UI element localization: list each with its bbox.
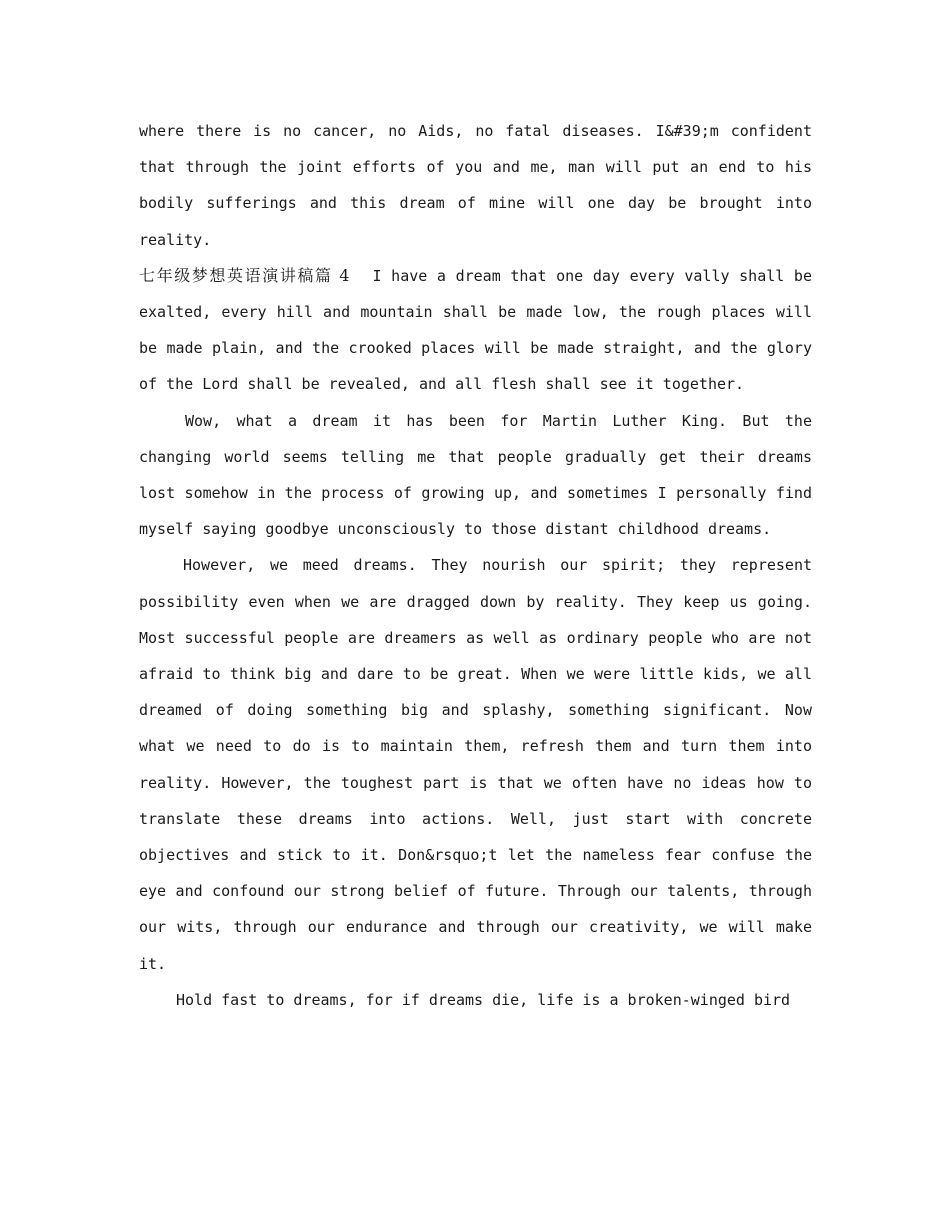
section-heading: 七年级梦想英语演讲稿篇 4: [139, 265, 351, 285]
paragraph-cancer-dream: where there is no cancer, no Aids, no fatal diseases. I&#39;m confident that through the joint efforts of you and me, man will put an end to his bodily sufferings and this dream of mine will one day be brought into reality.: [139, 122, 812, 249]
paragraph-hold-fast: Hold fast to dreams, for if dreams die, life is a broken-winged bird: [176, 990, 791, 1009]
document-body: [139, 113, 812, 1018]
paragraph-need-dreams: However, we meed dreams. They nourish our spirit; they represent possibility even when we are dragged down by reality. They keep us going. Most successful people are dreamers as well as ordinary people who are not afraid to think big and dare to be great. When we were little kids, we all dreamed of doing something big and splashy, something significant. Now what we need to do is to maintain them, refresh them and turn them into reality. However, the toughest part is that we often have no ideas how to translate these dreams into actions. Well, just start with concrete objectives and stick to it. Don&rsquo;t let the nameless fear confuse the eye and confound our strong belief of future. Through our talents, through our wits, through our endurance and through our creativity, we will make it.: [139, 556, 812, 973]
paragraph-martin-luther-king: Wow, what a dream it has been for Martin Luther King. But the changing world seems telling me that people gradually get their dreams lost somehow in the process of growing up, and sometimes I personally find myself saying goodbye unconsciously to those distant childhood dreams.: [139, 411, 812, 539]
paragraph-vally-text: I have a dream that one day every vally shall be exalted, every hill and mountain shall be made low, the rough places will be made plain, and the crooked places will be made straight, and the glory of the Lord shall be revealed, and all flesh shall see it together.: [139, 266, 812, 394]
paragraph-vally-dream: [139, 258, 812, 403]
